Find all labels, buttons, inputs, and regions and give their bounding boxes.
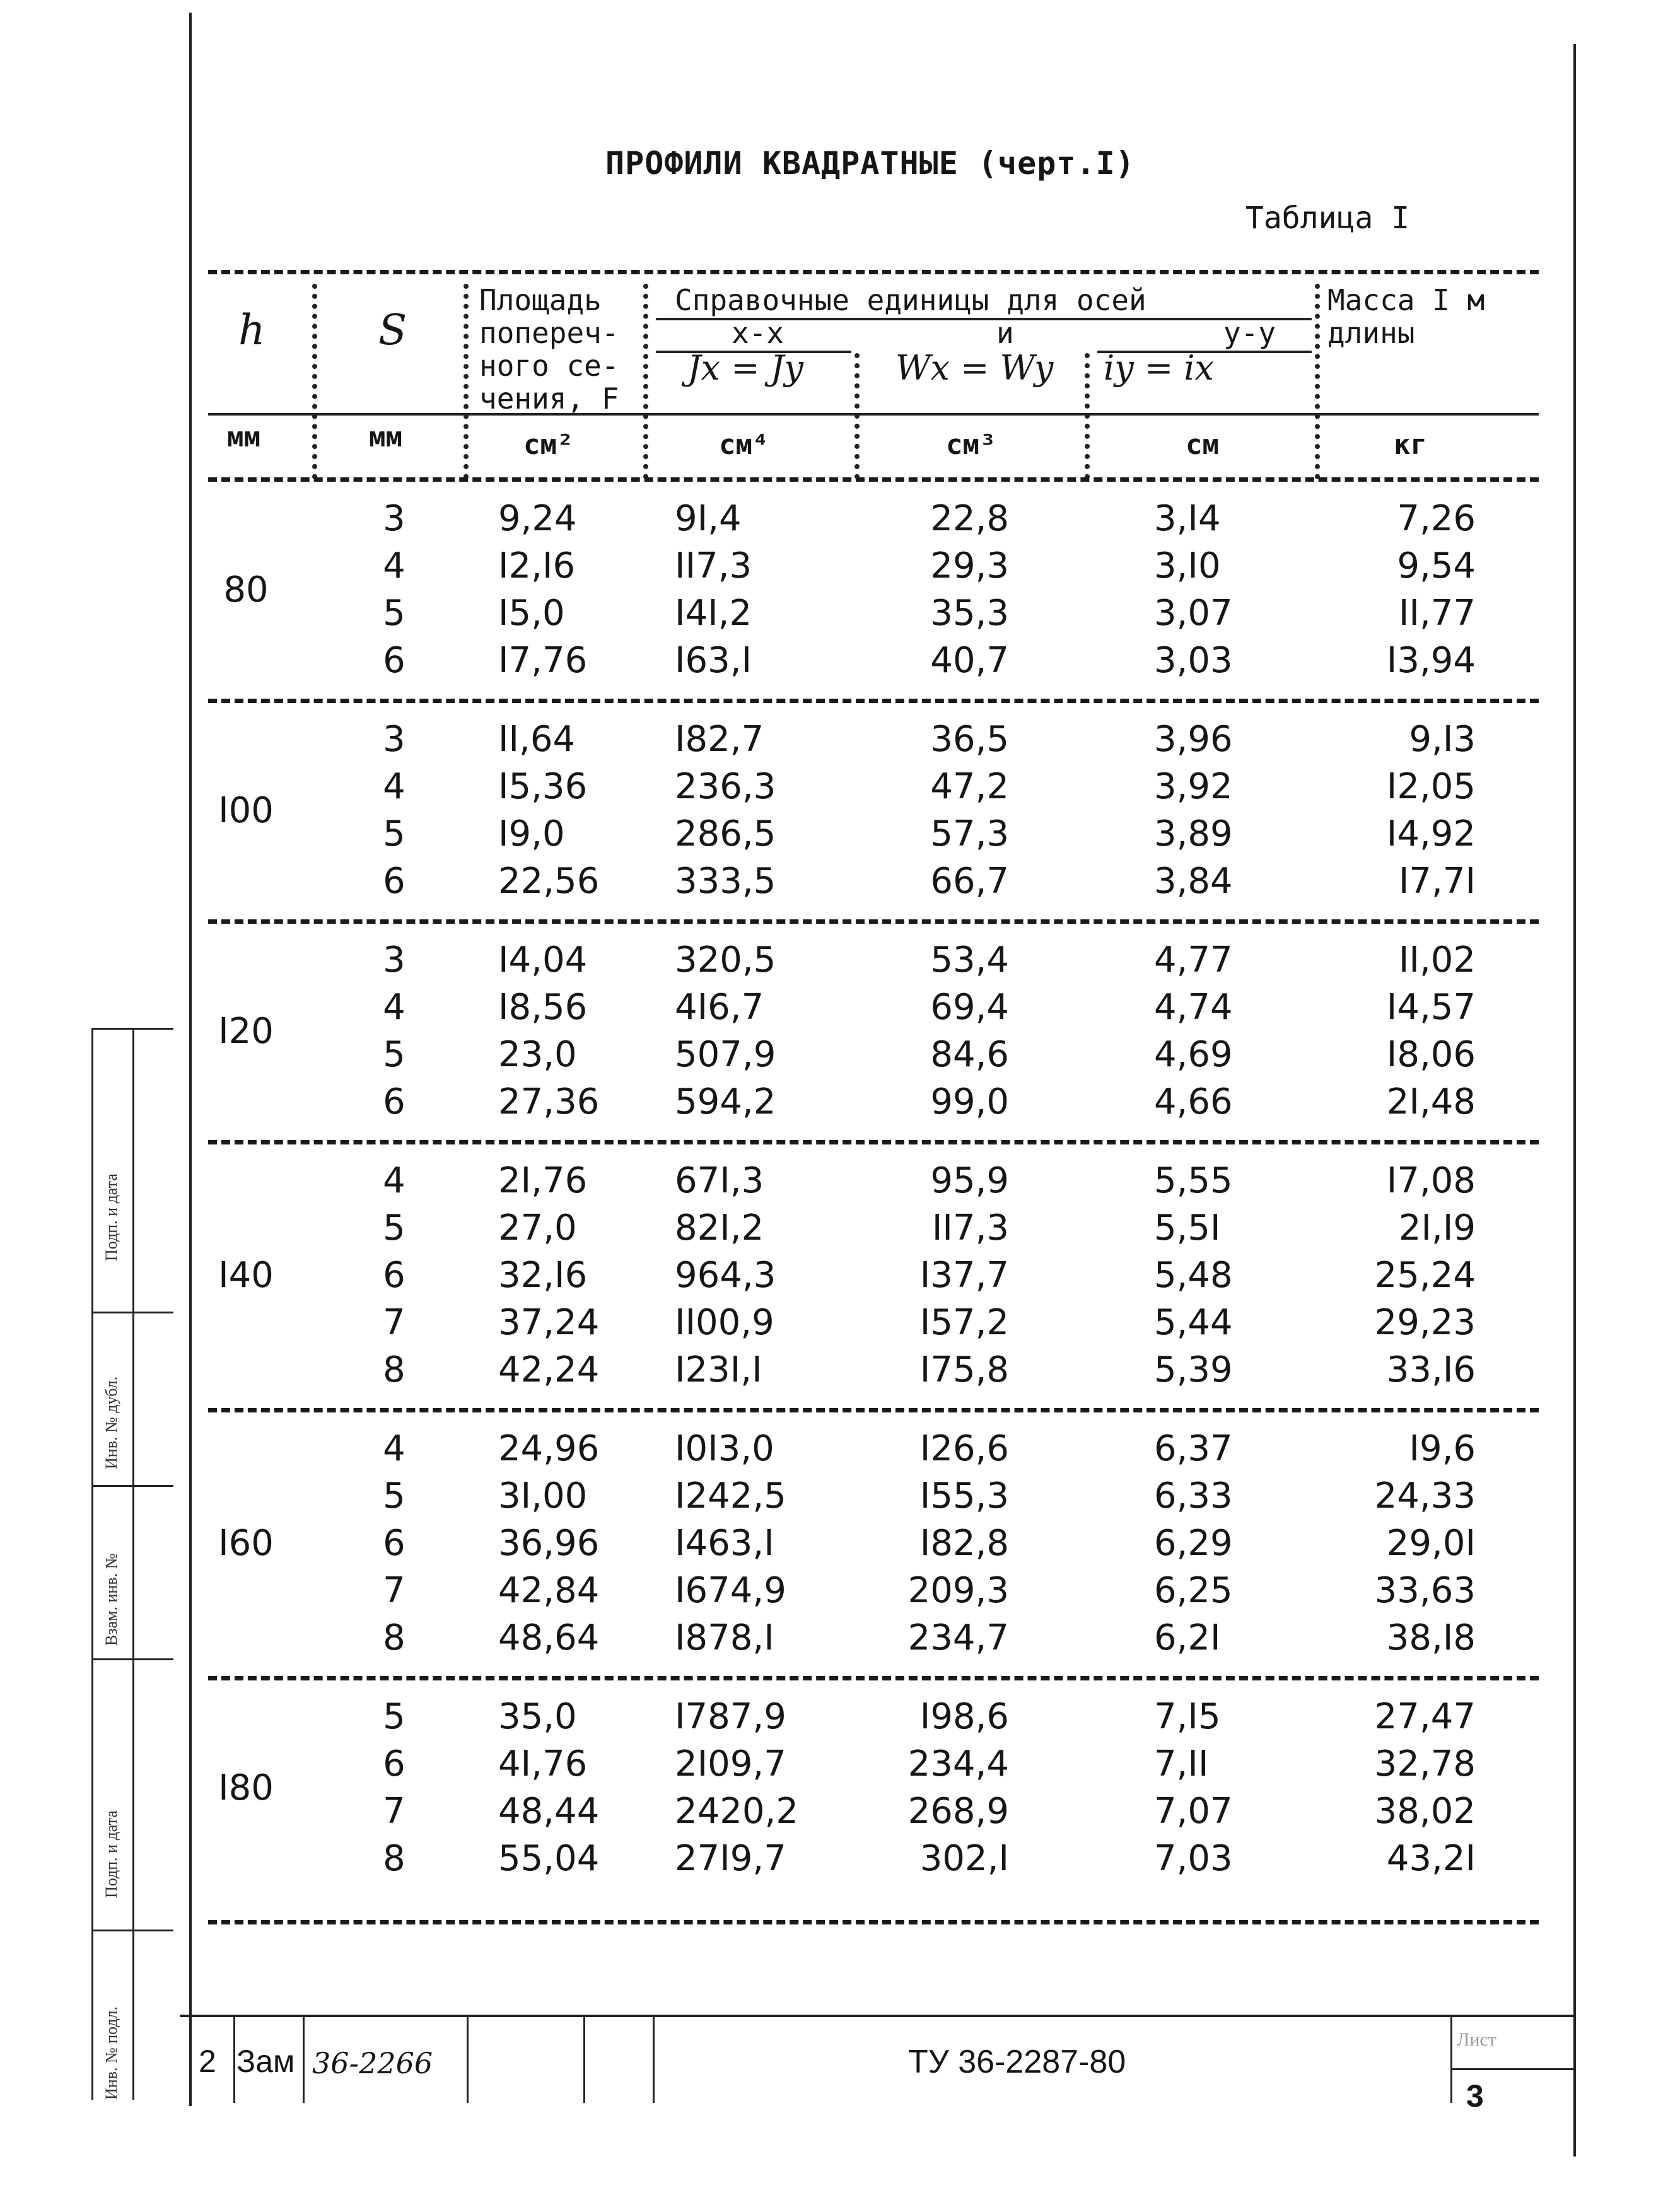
cell-mass: I3,94 [1386,640,1476,681]
cell-inertia: 82I,2 [675,1208,764,1249]
cell-mass: 29,0I [1386,1523,1476,1564]
cell-inertia: II00,9 [675,1302,774,1343]
cell-s: 5 [383,1696,405,1737]
cell-mass: 38,02 [1374,1791,1476,1832]
cell-area: 35,0 [498,1696,577,1737]
cell-area: I8,56 [498,987,588,1028]
area-label-3: ного се- [479,349,619,383]
footer-col-6 [1450,2015,1452,2103]
cell-mass: 32,78 [1374,1743,1476,1784]
group-separator [208,1408,1539,1412]
cell-radius: 4,77 [1154,940,1233,981]
cell-radius: 3,07 [1154,593,1233,634]
cell-area: 27,36 [498,1081,600,1122]
cell-radius: 7,I5 [1154,1696,1221,1737]
cell-s: 3 [383,498,405,539]
cell-modulus: II7,3 [931,1208,1009,1249]
cell-modulus: 234,7 [907,1617,1009,1658]
footer-col-1 [233,2015,235,2103]
cell-radius: 3,89 [1154,813,1233,854]
cell-radius: 3,96 [1154,719,1233,760]
footer-col-3 [467,2015,469,2103]
cell-s: 6 [383,1523,405,1564]
cell-mass: 2I,I9 [1398,1208,1476,1249]
cell-inertia: 236,3 [675,766,776,807]
footer-col-5 [653,2015,655,2103]
unit-mass: кг [1394,429,1427,461]
cell-modulus: I82,8 [919,1523,1009,1564]
mass-label-2: длины [1327,316,1415,350]
cell-area: 23,0 [498,1034,577,1075]
units-rule [208,413,1539,416]
page-title: ПРОФИЛИ КВАДРАТНЫЕ (черт.I) [605,145,1135,182]
cell-radius: 6,25 [1154,1570,1233,1611]
w-formula: Wx = Wy [895,348,1054,388]
cell-radius: 4,74 [1154,987,1233,1028]
header-colon-sep-1 [312,284,317,479]
j-formula: Jx = Jy [687,348,803,388]
cell-inertia: I878,I [675,1617,774,1658]
cell-inertia: 27I9,7 [675,1838,786,1879]
cell-mass: I4,92 [1386,813,1476,854]
area-label-4: чения, F [479,381,619,416]
stamp-div-4 [91,1658,173,1660]
ref-units-label: Справочные единицы для осей [675,283,1146,317]
i-formula: iy = ix [1104,348,1215,388]
cell-mass: II,02 [1398,940,1476,981]
cell-inertia: 4I6,7 [675,987,764,1028]
cell-s: 5 [383,1034,405,1075]
cell-radius: 5,55 [1154,1160,1233,1201]
cell-area: 27,0 [498,1208,577,1249]
unit-area: см² [523,429,574,461]
cell-inertia: 507,9 [675,1034,776,1075]
change-doc-number: 36-2266 [312,2046,433,2080]
page-number: 3 [1466,2078,1484,2114]
cell-inertia: I674,9 [675,1570,786,1611]
cell-area: 48,64 [498,1617,600,1658]
cell-mass: 2I,48 [1386,1081,1476,1122]
cell-mass: 33,63 [1374,1570,1476,1611]
footer-top-line [180,2015,1573,2017]
change-label: Зам [236,2044,295,2079]
cell-modulus: 302,I [919,1838,1009,1879]
unit-j: см⁴ [719,429,769,461]
cell-mass: I9,6 [1409,1428,1476,1469]
cell-modulus: I55,3 [919,1476,1009,1516]
cell-area: 4I,76 [498,1743,588,1784]
cell-radius: 4,66 [1154,1081,1233,1122]
cell-radius: 7,03 [1154,1838,1233,1879]
cell-radius: 5,44 [1154,1302,1233,1343]
cell-inertia: I4I,2 [675,593,752,634]
cell-modulus: 35,3 [930,593,1009,634]
cell-modulus: 57,3 [930,813,1009,854]
cell-radius: 4,69 [1154,1034,1233,1075]
cell-modulus: 53,4 [930,940,1009,981]
cell-modulus: I37,7 [919,1255,1009,1296]
cell-h: 80 [223,569,269,610]
cell-radius: 3,I0 [1154,545,1221,586]
stamp-orig-inv: Инв. № подл. [102,2006,120,2100]
cell-mass: 29,23 [1374,1302,1476,1343]
cell-inertia: 9I,4 [675,498,742,539]
cell-inertia: 67I,3 [675,1160,764,1201]
cell-s: 3 [383,719,405,760]
cell-area: 3I,00 [498,1476,588,1516]
cell-s: 6 [383,1743,405,1784]
cell-area: I5,0 [498,593,565,634]
cell-s: 4 [383,987,405,1028]
cell-area: 9,24 [498,498,577,539]
cell-s: 5 [383,1476,405,1516]
cell-area: 24,96 [498,1428,600,1469]
cell-modulus: 268,9 [907,1791,1009,1832]
cell-s: 8 [383,1349,405,1390]
cell-s: 4 [383,1428,405,1469]
right-frame-line [1573,44,1576,2157]
group-separator [208,1676,1539,1680]
header-colon-sep-6 [1315,284,1320,479]
cell-mass: 7,26 [1397,498,1476,539]
cell-s: 6 [383,861,405,902]
cell-inertia: 333,5 [675,861,776,902]
s-symbol: S [378,306,407,354]
cell-mass: I7,7I [1398,861,1476,902]
cell-area: 37,24 [498,1302,600,1343]
cell-radius: 6,2I [1154,1617,1221,1658]
stamp-strip-line-1 [91,1028,93,2100]
cell-radius: 3,I4 [1154,498,1221,539]
cell-area: I5,36 [498,766,588,807]
cell-inertia: I23I,I [675,1349,762,1390]
cell-area: I4,04 [498,940,588,981]
cell-mass: 33,I6 [1386,1349,1476,1390]
cell-mass: I4,57 [1386,987,1476,1028]
cell-inertia: 2I09,7 [675,1743,786,1784]
cell-modulus: 234,4 [907,1743,1009,1784]
cell-inertia: 286,5 [675,813,776,854]
stamp-repl-inv: Взам. инв. № [102,1553,120,1646]
cell-h: I20 [218,1010,274,1052]
cell-modulus: 99,0 [930,1081,1009,1122]
cell-modulus: 29,3 [930,545,1009,586]
cell-modulus: 47,2 [930,766,1009,807]
cell-s: 4 [383,766,405,807]
cell-h: I00 [218,789,274,831]
stamp-dup-inv: Инв. № дубл. [102,1376,120,1469]
cell-radius: 3,92 [1154,766,1233,807]
cell-radius: 5,5I [1154,1208,1221,1249]
cell-radius: 3,03 [1154,640,1233,681]
cell-s: 7 [383,1302,405,1343]
cell-radius: 6,29 [1154,1523,1233,1564]
axis-yy: у-у [1223,316,1276,350]
group-separator [208,699,1539,703]
table-label: Таблица I [1245,201,1410,236]
cell-h: I40 [218,1255,274,1296]
cell-s: 3 [383,940,405,981]
cell-mass: 9,54 [1397,545,1476,586]
cell-area: 32,I6 [498,1255,588,1296]
cell-s: 4 [383,1160,405,1201]
cell-s: 6 [383,1081,405,1122]
cell-mass: 38,I8 [1386,1617,1476,1658]
cell-radius: 5,48 [1154,1255,1233,1296]
cell-h: I60 [218,1523,274,1564]
area-label-1: Площадь [479,283,602,317]
cell-mass: 43,2I [1386,1838,1476,1879]
stamp-div-2 [91,1312,173,1313]
group-separator [208,1920,1539,1924]
cell-s: 4 [383,545,405,586]
cell-inertia: II7,3 [675,545,752,586]
stamp-sign-date-1: Подп. и дата [102,1173,120,1261]
header-top-rule [208,270,1539,274]
cell-modulus: 209,3 [907,1570,1009,1611]
cell-area: 42,84 [498,1570,600,1611]
cell-s: 5 [383,813,405,854]
standard-designation: ТУ 36-2287-80 [908,2044,1126,2080]
cell-area: I9,0 [498,813,565,854]
cell-area: II,64 [498,719,576,760]
axis-xx: x-x [732,316,784,350]
cell-radius: 6,37 [1154,1428,1233,1469]
header-colon-sep-3 [643,284,648,479]
h-symbol: h [238,306,265,354]
cell-radius: 7,II [1154,1743,1209,1784]
change-number: 2 [199,2044,216,2079]
cell-s: 8 [383,1617,405,1658]
cell-mass: I7,08 [1386,1160,1476,1201]
area-label-2: попереч- [479,316,619,350]
footer-col-2 [303,2015,305,2103]
cell-modulus: 95,9 [930,1160,1009,1201]
cell-modulus: 66,7 [930,861,1009,902]
cell-s: 7 [383,1570,405,1611]
cell-s: 8 [383,1838,405,1879]
unit-h: мм [227,421,260,453]
cell-area: 22,56 [498,861,600,902]
cell-modulus: I75,8 [919,1349,1009,1390]
cell-mass: I8,06 [1386,1034,1476,1075]
cell-modulus: 36,5 [930,719,1009,760]
footer-col-4 [583,2015,585,2103]
cell-inertia: 594,2 [675,1081,776,1122]
mass-label-1: Масса I м [1327,283,1485,317]
unit-s: мм [369,421,402,453]
cell-inertia: 320,5 [675,940,776,981]
cell-inertia: I63,I [675,640,752,681]
cell-area: 48,44 [498,1791,600,1832]
header-colon-sep-2 [464,284,469,479]
cell-s: 5 [383,1208,405,1249]
cell-radius: 7,07 [1154,1791,1233,1832]
group-separator [208,919,1539,924]
cell-radius: 3,84 [1154,861,1233,902]
cell-h: I80 [218,1767,274,1808]
header-colon-sep-4 [854,353,860,479]
cell-inertia: 2420,2 [675,1791,798,1832]
cell-modulus: 84,6 [930,1034,1009,1075]
cell-inertia: I242,5 [675,1476,786,1516]
cell-area: I2,I6 [498,545,576,586]
cell-area: I7,76 [498,640,588,681]
cell-modulus: I98,6 [919,1696,1009,1737]
stamp-sign-date-2: Подп. и дата [102,1810,120,1898]
cell-modulus: I26,6 [919,1428,1009,1469]
cell-area: 42,24 [498,1349,600,1390]
unit-w: см³ [946,429,996,461]
cell-mass: II,77 [1398,593,1476,634]
cell-mass: I2,05 [1386,766,1476,807]
cell-modulus: I57,2 [919,1302,1009,1343]
cell-s: 6 [383,1255,405,1296]
cell-radius: 6,33 [1154,1476,1233,1516]
cell-modulus: 22,8 [930,498,1009,539]
cell-s: 7 [383,1791,405,1832]
cell-inertia: I463,I [675,1523,774,1564]
cell-inertia: 964,3 [675,1255,776,1296]
footer-sheet-divider [1450,2068,1573,2070]
cell-inertia: I0I3,0 [675,1428,774,1469]
cell-radius: 5,39 [1154,1349,1233,1390]
cell-mass: 24,33 [1374,1476,1476,1516]
cell-s: 6 [383,640,405,681]
cell-mass: 27,47 [1374,1696,1476,1737]
cell-mass: 9,I3 [1409,719,1476,760]
cell-s: 5 [383,593,405,634]
cell-inertia: I82,7 [675,719,764,760]
group-separator [208,1140,1539,1144]
stamp-div-1 [91,1028,173,1030]
axis-and: и [996,316,1014,350]
cell-mass: 25,24 [1374,1255,1476,1296]
stamp-strip-line-2 [132,1028,134,2100]
cell-area: 2I,76 [498,1160,588,1201]
header-colon-sep-5 [1085,353,1090,479]
unit-i: см [1186,429,1219,461]
cell-modulus: 69,4 [930,987,1009,1028]
cell-modulus: 40,7 [930,640,1009,681]
cell-area: 36,96 [498,1523,600,1564]
sheet-label: Лист [1457,2029,1496,2050]
cell-inertia: I787,9 [675,1696,786,1737]
stamp-div-5 [91,1930,173,1931]
cell-area: 55,04 [498,1838,600,1879]
header-bottom-rule [208,477,1539,482]
stamp-div-3 [91,1485,173,1487]
left-frame-line [189,13,192,2106]
